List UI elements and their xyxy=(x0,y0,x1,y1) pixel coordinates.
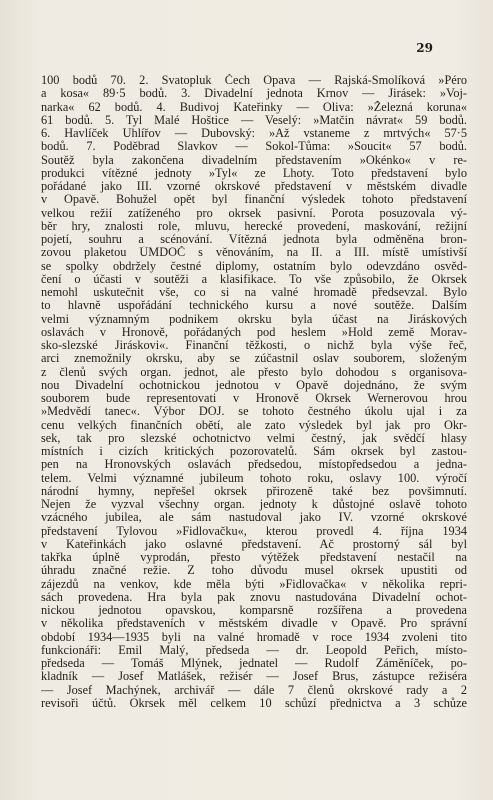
text-line: pen na Hronovských oslavách předsedou, místopředsedou a jedna- xyxy=(41,458,467,472)
text-line: kladník — Josef Matlášek, režisér — Josef Brus, zástupce režiséra xyxy=(41,670,467,684)
text-line: 100 bodů 70. 2. Svatopluk Čech Opava — Rajská-Smolíková »Péro xyxy=(41,74,467,87)
text-line: místních i cizích kritických pozorovatelů. Sám okrsek byl zastou- xyxy=(41,445,467,458)
page-number: 29 xyxy=(416,41,433,55)
text-line: a kosa« 89·5 bodů. 3. Divadelní jednota Krnov — Jirásek: »Voj- xyxy=(41,87,467,101)
text-line: bodů. 7. Poděbrad Slavkov — Sokol-Tůma: »Soucit« 57 bodů. xyxy=(41,140,467,154)
text-line: arci znemožnily okrsku, aby se zúčastnil oslav souborem, složeným xyxy=(41,352,467,366)
text-line: národní hymny, nepřešel okrsek přirozeně také bez povšimnutí. xyxy=(41,484,467,498)
text-line: Soutěž byla zakončena divadelním představením »Okénko« v re- xyxy=(41,153,467,167)
text-line: v Opavě. Bohužel opět byl finanční výsledek tohoto představení xyxy=(41,193,467,207)
text-line: z členů svých organ. jednot, ale přesto bylo dohodou s organisova- xyxy=(41,365,467,379)
text-line: sek, tak pro slezské ochotnictvo velmi čestný, jak svědčí hlasy xyxy=(41,431,467,445)
text-line: 61 bodů. 5. Tyl Malé Hoštice — Veselý: »Matčin návrat« 59 bodů. xyxy=(41,113,467,127)
text-line: nemohl uskutečnit vše, co si na valné hromadě předsevzal. Bylo xyxy=(41,286,467,299)
text-line: předseda — Tomáš Mlýnek, jednatel — Rudolf Záměníček, po- xyxy=(41,657,467,670)
text-line: čení o účasti v soutěži a klasifikace. To vše způsobilo, že Okrsek xyxy=(41,272,467,286)
text-line: takřka úplně vyprodán, přesto výtěžek představení nestačil na xyxy=(41,551,467,564)
text-line: představení Tylovou »Fidlovačku«, kterou provedl 4. října 1934 xyxy=(41,524,467,538)
text-line: oslavách v Hronově, pořádaných pod heslem »Hold země Morav- xyxy=(41,325,467,339)
text-line: období 1934—1935 byli na valné hromadě v roce 1934 zvoleni tito xyxy=(41,630,467,644)
body-text xyxy=(41,74,467,710)
text-line: nou Divadelní ochotnickou jednotou v Opavě dojednáno, že svým xyxy=(41,378,467,392)
text-line: 6. Havlíček Uhlířov — Dubovský: »Až vstaneme z mrtvých« 57·5 xyxy=(41,127,467,140)
text-line: velmi významným podnikem okrsku byla účast na Jiráskových xyxy=(41,312,467,326)
text-line: úhradu značné režie. Z toho důvodu musel okrsek upustiti od xyxy=(41,564,467,578)
text-line: v Kateřinkách jako oslavné představení. Ač prostorný sál byl xyxy=(41,537,467,551)
text-line: sách provedena. Hra byla pak znovu nastudována Divadelní ochot- xyxy=(41,590,467,604)
text-line: velkou režií zatíženého pro okrsek pasivní. Porota posuzovala vý- xyxy=(41,206,467,220)
text-line: sko-slezské Jiráskovi«. Finanční těžkosti, o nichž byla výše řeč, xyxy=(41,339,467,352)
text-line: pojetí, souhru a scénování. Vítězná jednota byla odměněna bron- xyxy=(41,233,467,246)
text-line: telem. Velmi významné jubileum tohoto roku, oslavy 100. výročí xyxy=(41,471,467,485)
text-line: narka« 62 bodů. 4. Budivoj Kateřinky — Oliva: »Železná koruna« xyxy=(41,100,467,114)
text-line: »Medvědí tanec«. Výbor DOJ. se tohoto čestného úkolu ujal i za xyxy=(41,405,467,419)
text-line: to hlavně uspořádání technického kursu a nové soutěže. Dalším xyxy=(41,299,467,313)
text-line: funkcionáři: Emil Malý, předseda — dr. Leopold Peřich, místo- xyxy=(41,643,467,657)
text-line: se spolky obdržely čestné diplomy, ostatním bylo odevzdáno osvěd- xyxy=(41,259,467,273)
text-line: nickou jednotou opavskou, komparsně rozšířena a provedena xyxy=(41,604,467,617)
text-line: Nejen že vyzval všechny organ. jednoty k důstojné oslavě tohoto xyxy=(41,498,467,511)
text-line: vzácného jubilea, ale sám nastudoval jako IV. vzorné okrskové xyxy=(41,511,467,525)
text-line: produkci vítězné jednoty »Tyl« ze Lhoty. Toto představení bylo xyxy=(41,166,467,180)
text-line: revisoři účtů. Okrsek měl celkem 10 schůzí přednictva a 3 schůze xyxy=(41,696,467,710)
text-line: běr hry, znalosti role, mluvu, herecké provedení, maskování, režijní xyxy=(41,219,467,233)
text-line: cenu velkých finančních obětí, ale zato výsledek byl jak pro Okr- xyxy=(41,418,467,432)
text-line: souborem bude representovati v Hronově Okrsek Wernerovou hrou xyxy=(41,392,467,405)
text-line: — Josef Machýnek, archivář — dále 7 členů okrskové rady a 2 xyxy=(41,683,467,697)
text-line: pořádané jako III. vzorné okrskové představení v městském divadle xyxy=(41,180,467,193)
text-line: zájezdů na venkov, kde měla býti »Fidlovačka« v několika repri- xyxy=(41,577,467,591)
text-line: zovou plaketou ÚMDOČ s věnováním, na II. a III. místě umístivší xyxy=(41,246,467,260)
text-line: v několika představeních v městském divadle v Opavě. Pro správní xyxy=(41,617,467,631)
